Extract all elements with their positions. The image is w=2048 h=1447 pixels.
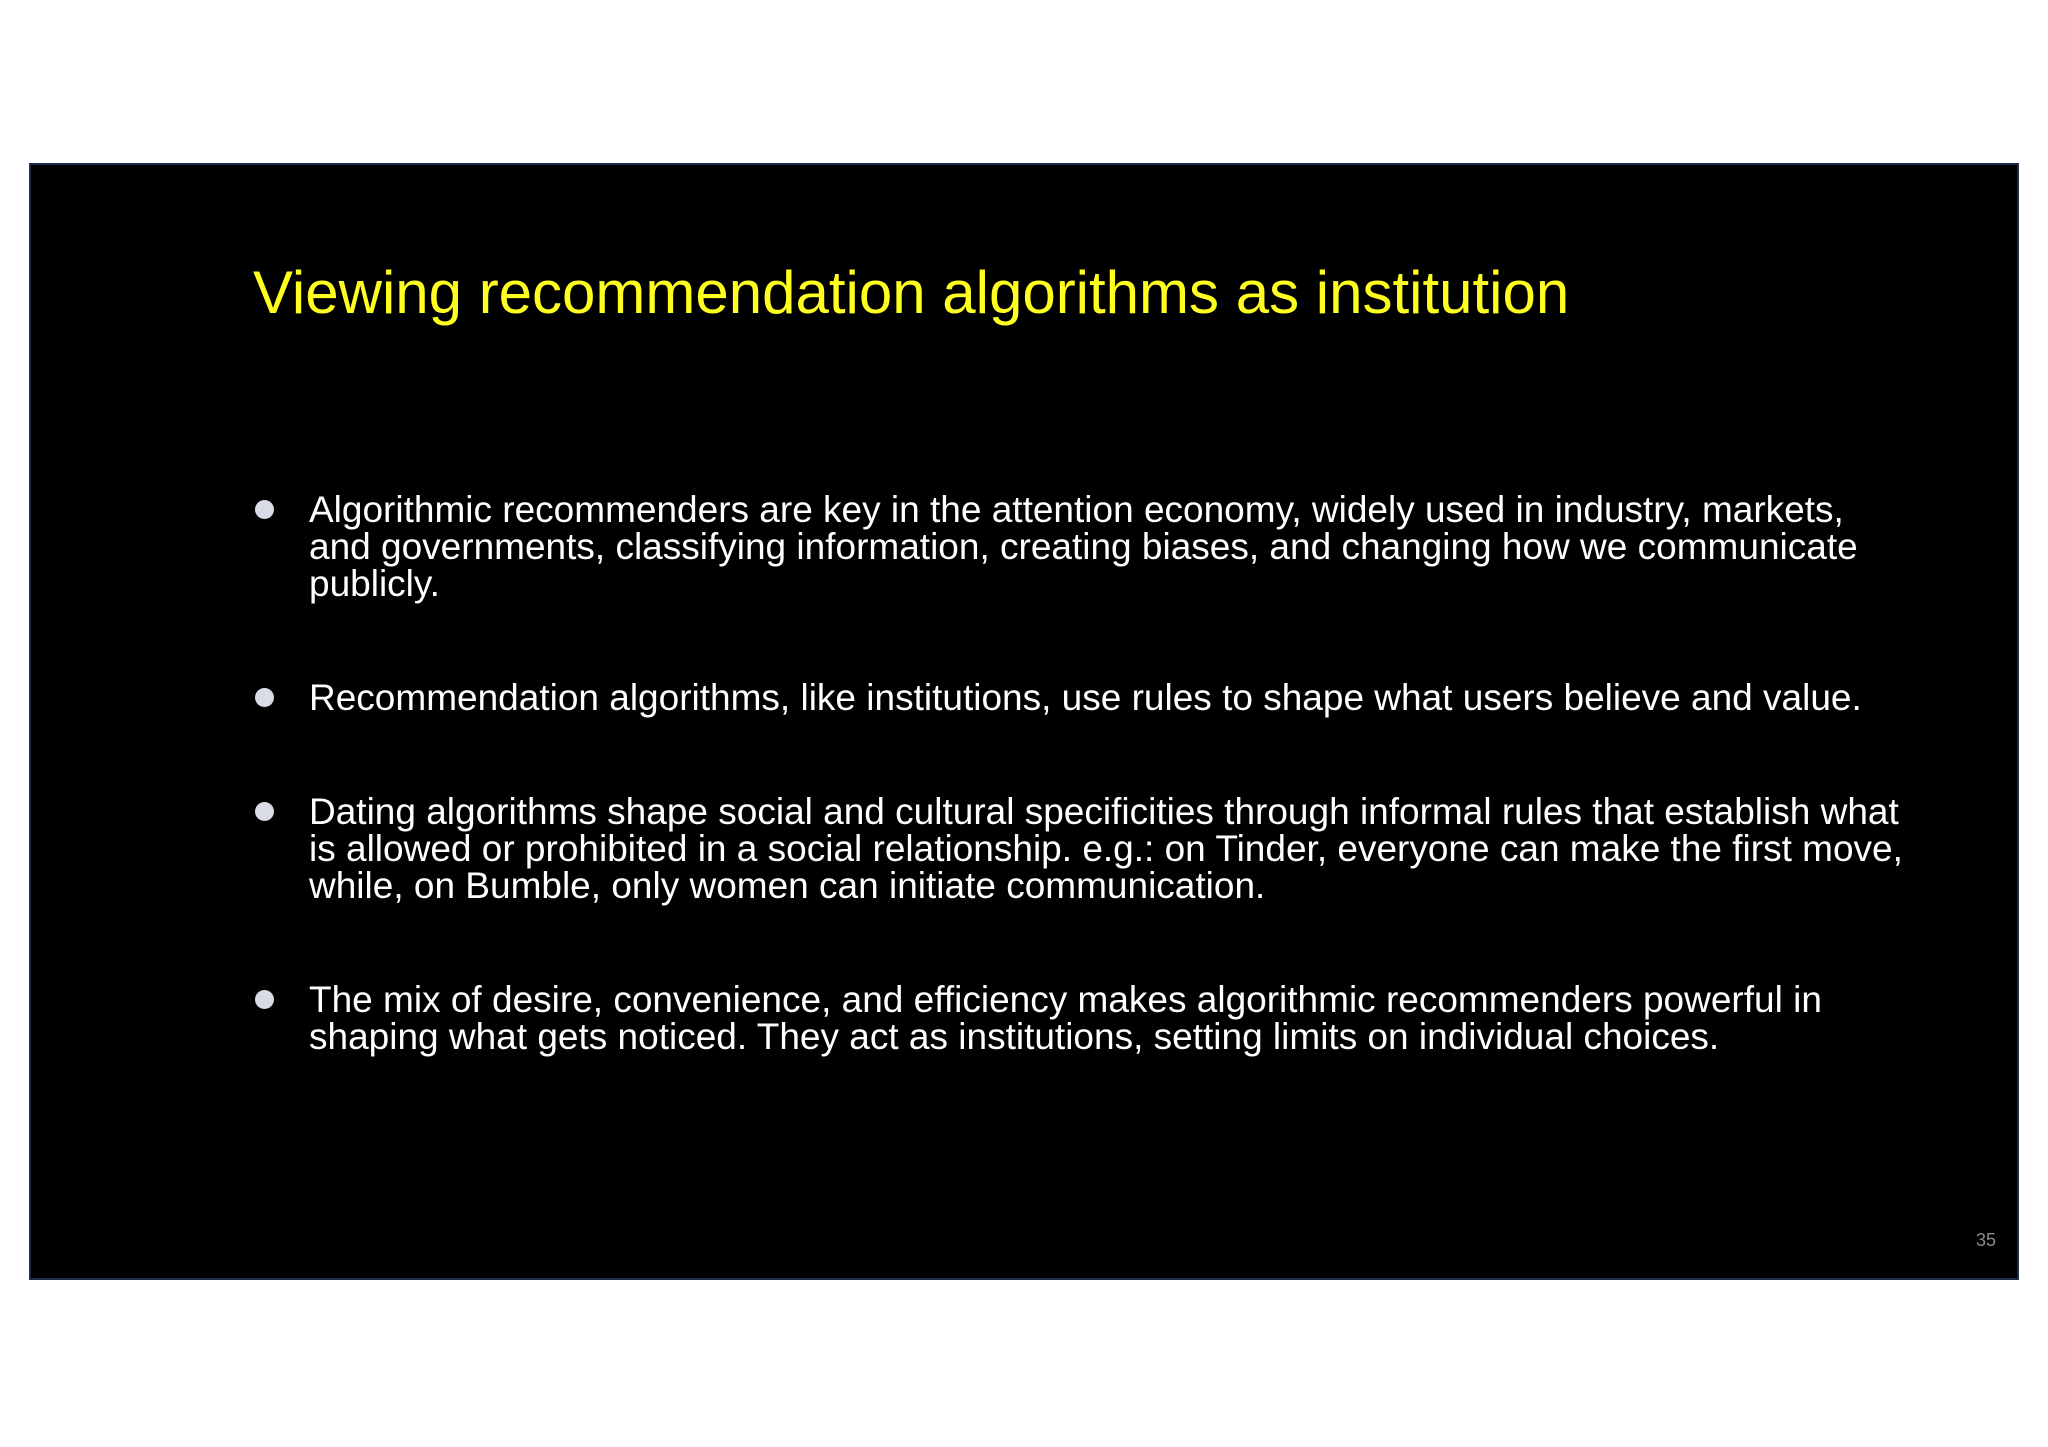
- slide: [29, 163, 2019, 1280]
- slide-title: Viewing recommendation algorithms as institution: [253, 259, 1570, 326]
- bullet-item-attention-economy: [253, 491, 1913, 602]
- bullet-dot-icon: [255, 500, 274, 519]
- bullet-item-desire-convenience: [253, 981, 1913, 1055]
- bullet-dot-icon: [255, 802, 274, 821]
- bullet-text: The mix of desire, convenience, and efficiency makes algorithmic recommenders powerful in shaping what gets noticed. They act as institutions, setting limits on individual choices.: [309, 979, 1822, 1057]
- bullet-item-institutions: [253, 679, 1913, 716]
- slide-number: 35: [1975, 1230, 1996, 1250]
- bullet-text: Algorithmic recommenders are key in the attention economy, widely used in industry, markets, and governments, classifying information, creating biases, and changing how we communicate publicly.: [309, 489, 1858, 604]
- bullet-text: Dating algorithms shape social and cultural specificities through informal rules that establish what is allowed or prohibited in a social relationship. e.g.: on Tinder, everyone can make the first move, while, on Bumble, only women can initiate communication.: [309, 791, 1903, 906]
- bullet-dot-icon: [255, 688, 274, 707]
- bullet-list: [253, 491, 1913, 1055]
- bullet-text: Recommendation algorithms, like institutions, use rules to shape what users believe and value.: [309, 677, 1862, 718]
- bullet-item-dating-algorithms: [253, 793, 1913, 904]
- bullet-dot-icon: [255, 990, 274, 1009]
